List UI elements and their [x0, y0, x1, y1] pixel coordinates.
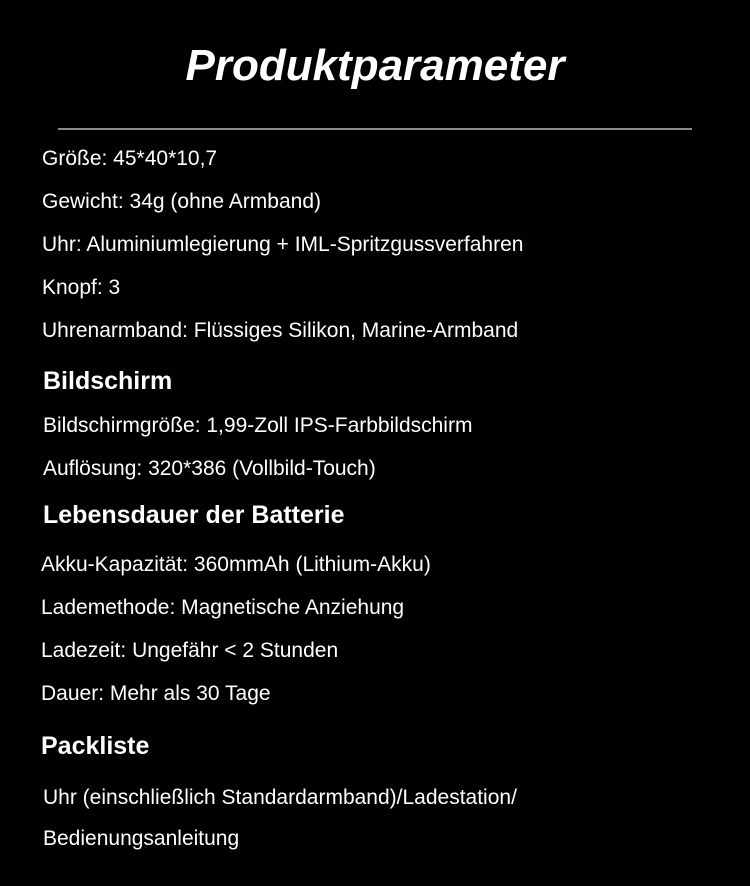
- section-heading-packlist: Packliste: [41, 732, 150, 760]
- spec-case: Uhr: Aluminiumlegierung + IML-Spritzgussverfahren: [42, 233, 524, 256]
- spec-battery-duration: Dauer: Mehr als 30 Tage: [41, 682, 271, 705]
- spec-resolution: Auflösung: 320*386 (Vollbild-Touch): [43, 457, 376, 480]
- section-heading-screen: Bildschirm: [43, 367, 173, 395]
- spec-weight: Gewicht: 34g (ohne Armband): [42, 190, 321, 213]
- spec-charging-time: Ladezeit: Ungefähr < 2 Stunden: [41, 639, 339, 662]
- spec-buttons: Knopf: 3: [42, 276, 121, 299]
- title-divider: [58, 128, 692, 130]
- section-heading-battery: Lebensdauer der Batterie: [43, 501, 345, 529]
- spec-size: Größe: 45*40*10,7: [42, 147, 218, 170]
- packlist-line-2: Bedienungsanleitung: [43, 827, 240, 850]
- packlist-line-1: Uhr (einschließlich Standardarmband)/Ladestation/: [43, 786, 517, 809]
- spec-battery-capacity: Akku-Kapazität: 360mmAh (Lithium-Akku): [41, 553, 431, 576]
- spec-strap: Uhrenarmband: Flüssiges Silikon, Marine-Armband: [42, 319, 519, 342]
- spec-screen-size: Bildschirmgröße: 1,99-Zoll IPS-Farbbildschirm: [43, 414, 473, 437]
- spec-charging-method: Lademethode: Magnetische Anziehung: [41, 596, 405, 619]
- page-title: Produktparameter: [185, 41, 565, 90]
